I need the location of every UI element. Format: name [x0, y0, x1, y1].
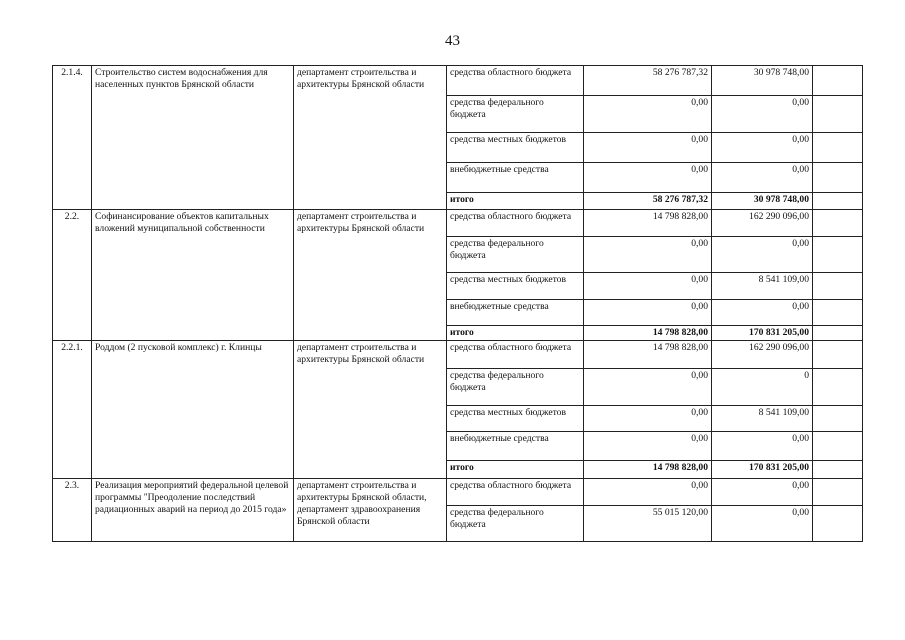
empty-cell — [813, 479, 863, 506]
table-row — [53, 66, 863, 96]
item-number: 2.1.4. — [53, 66, 92, 210]
empty-cell — [813, 163, 863, 193]
funding-source: средства местных бюджетов — [447, 133, 584, 163]
item-executor: департамент строительства и архитектуры Брянской области — [294, 66, 447, 210]
amount-1: 0,00 — [584, 406, 712, 432]
empty-cell — [813, 506, 863, 542]
amount-2: 30 978 748,00 — [712, 66, 813, 96]
amount-2: 0,00 — [712, 96, 813, 133]
funding-source: средства областного бюджета — [447, 210, 584, 237]
amount-2: 0,00 — [712, 237, 813, 273]
amount-2: 162 290 096,00 — [712, 341, 813, 369]
amount-1: 55 015 120,00 — [584, 506, 712, 542]
amount-1: 0,00 — [584, 432, 712, 461]
empty-cell — [813, 300, 863, 326]
amount-2: 0 — [712, 369, 813, 406]
amount-1: 0,00 — [584, 237, 712, 273]
funding-source: средства областного бюджета — [447, 341, 584, 369]
amount-1: 0,00 — [584, 300, 712, 326]
amount-1: 14 798 828,00 — [584, 326, 712, 341]
funding-source: внебюджетные средства — [447, 300, 584, 326]
amount-1: 0,00 — [584, 369, 712, 406]
item-executor: департамент строительства и архитектуры Брянской области — [294, 341, 447, 479]
amount-2: 8 541 109,00 — [712, 273, 813, 300]
funding-source: средства местных бюджетов — [447, 273, 584, 300]
empty-cell — [813, 341, 863, 369]
amount-1: 58 276 787,32 — [584, 193, 712, 210]
funding-source: внебюджетные средства — [447, 432, 584, 461]
item-number: 2.3. — [53, 479, 92, 542]
amount-2: 8 541 109,00 — [712, 406, 813, 432]
item-number: 2.2. — [53, 210, 92, 341]
amount-2: 170 831 205,00 — [712, 326, 813, 341]
funding-source: средства федерального бюджета — [447, 369, 584, 406]
funding-source: средства местных бюджетов — [447, 406, 584, 432]
empty-cell — [813, 406, 863, 432]
page-number: 43 — [445, 33, 460, 49]
table-row — [53, 479, 863, 506]
amount-2: 0,00 — [712, 163, 813, 193]
amount-1: 0,00 — [584, 133, 712, 163]
amount-1: 0,00 — [584, 479, 712, 506]
empty-cell — [813, 210, 863, 237]
funding-source: итого — [447, 193, 584, 210]
funding-source: итого — [447, 326, 584, 341]
item-number: 2.2.1. — [53, 341, 92, 479]
item-executor: департамент строительства и архитектуры Брянской области, департамент здравоохранения Брянской области — [294, 479, 447, 542]
funding-source: средства федерального бюджета — [447, 96, 584, 133]
amount-1: 0,00 — [584, 163, 712, 193]
funding-source: средства областного бюджета — [447, 66, 584, 96]
table-row — [53, 210, 863, 237]
funding-source: средства областного бюджета — [447, 479, 584, 506]
funding-source: средства федерального бюджета — [447, 506, 584, 542]
empty-cell — [813, 432, 863, 461]
item-name: Строительство систем водоснабжения для населенных пунктов Брянской области — [92, 66, 294, 210]
item-executor: департамент строительства и архитектуры Брянской области — [294, 210, 447, 341]
empty-cell — [813, 193, 863, 210]
amount-1: 14 798 828,00 — [584, 461, 712, 479]
amount-2: 0,00 — [712, 432, 813, 461]
amount-1: 0,00 — [584, 96, 712, 133]
amount-2: 0,00 — [712, 506, 813, 542]
budget-table — [52, 65, 863, 542]
item-name: Роддом (2 пусковой комплекс) г. Клинцы — [92, 341, 294, 479]
empty-cell — [813, 273, 863, 300]
amount-2: 30 978 748,00 — [712, 193, 813, 210]
amount-1: 58 276 787,32 — [584, 66, 712, 96]
funding-source: итого — [447, 461, 584, 479]
amount-2: 170 831 205,00 — [712, 461, 813, 479]
amount-2: 162 290 096,00 — [712, 210, 813, 237]
empty-cell — [813, 133, 863, 163]
amount-2: 0,00 — [712, 300, 813, 326]
item-name: Реализация мероприятий федеральной целевой программы "Преодоление последствий радиационных аварий на период до 2015 года» — [92, 479, 294, 542]
amount-1: 14 798 828,00 — [584, 341, 712, 369]
empty-cell — [813, 96, 863, 133]
item-name: Софинансирование объектов капитальных вложений муниципальной собственности — [92, 210, 294, 341]
amount-2: 0,00 — [712, 133, 813, 163]
empty-cell — [813, 237, 863, 273]
empty-cell — [813, 369, 863, 406]
amount-1: 14 798 828,00 — [584, 210, 712, 237]
amount-1: 0,00 — [584, 273, 712, 300]
amount-2: 0,00 — [712, 479, 813, 506]
table-row — [53, 341, 863, 369]
empty-cell — [813, 461, 863, 479]
empty-cell — [813, 326, 863, 341]
funding-source: внебюджетные средства — [447, 163, 584, 193]
funding-source: средства федерального бюджета — [447, 237, 584, 273]
empty-cell — [813, 66, 863, 96]
